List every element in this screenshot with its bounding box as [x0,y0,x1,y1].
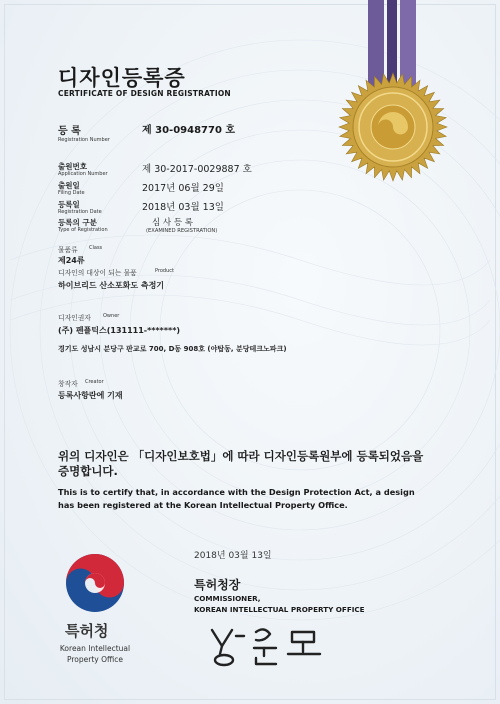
class-label: 물품류 [58,246,78,254]
registration-date: 2018년 03월 13일 [142,202,224,213]
registration-number: 제 30-0948770 호 [142,125,236,136]
certification-en-line: has been registered at the Korean Intellectual Property Office. [58,500,348,510]
certification-text-ko [58,449,423,479]
handwritten-signature [206,620,330,668]
reg-type-label: 등록의 구분 [58,218,97,227]
certification-ko-line: 위의 디자인은 「디자인보호법」에 따라 디자인등록원부에 등록되었음을 [58,449,424,463]
class-value: 제24류 [58,256,85,265]
registration-label-en: Registration Number [58,137,110,143]
registration-type: 심 사 등 록 [152,218,193,228]
kipo-name-en: Korean Intellectual Property Office [59,644,131,664]
certification-text-en [58,486,415,512]
registration-label: 등 록 [58,126,81,137]
certificate-title-ko: 디자인등록증 [58,66,186,90]
owner-address: 경기도 성남시 분당구 판교로 700, D동 908호 (야탑동, 분당테크노파크) [58,345,287,353]
reg-date-label: 등록일 [58,200,80,209]
owner-name: (주) 펜플틱스(131111-*******) [58,326,181,335]
product-label: 디자인의 대상이 되는 물품 [58,269,137,277]
application-label: 출원번호 [58,162,87,171]
issue-date: 2018년 03월 13일 [194,551,272,561]
gold-seal-icon [338,72,448,182]
product-label-en: Product [155,268,174,274]
kipo-taegeuk-logo-icon [64,552,126,614]
application-number: 제 30-2017-0029887 호 [142,164,252,175]
creator-label-en: Creator [85,379,104,385]
commissioner-title-ko: 특허청장 [194,578,241,592]
creator-label: 창작자 [58,380,78,388]
application-label-en: Application Number [58,171,108,177]
class-label-en: Class [89,245,103,251]
filing-label: 출원일 [58,181,80,190]
commissioner-title-en: COMMISSIONER, [194,594,261,603]
registration-type-en: (EXAMINED REGISTRATION) [146,228,218,234]
creator-value: 등록사항란에 기재 [58,391,123,400]
certificate-title-en: CERTIFICATE OF DESIGN REGISTRATION [58,89,231,98]
filing-label-en: Filing Date [58,190,85,196]
kipo-name-ko: 특허청 [65,622,109,640]
product-value: 하이브리드 산소포화도 측정기 [58,281,165,290]
reg-type-label-en: Type of Registration [58,227,108,233]
filing-date: 2017년 06월 29일 [142,183,224,194]
reg-date-label-en: Registration Date [58,209,102,215]
owner-label-en: Owner [103,313,120,319]
certification-en-line: This is to certify that, in accordance with the Design Protection Act, a design [58,487,415,497]
kipo-title-en: KOREAN INTELLECTUAL PROPERTY OFFICE [194,605,365,614]
certification-ko-line: 증명합니다. [58,464,118,478]
owner-label: 디자인권자 [58,314,91,322]
